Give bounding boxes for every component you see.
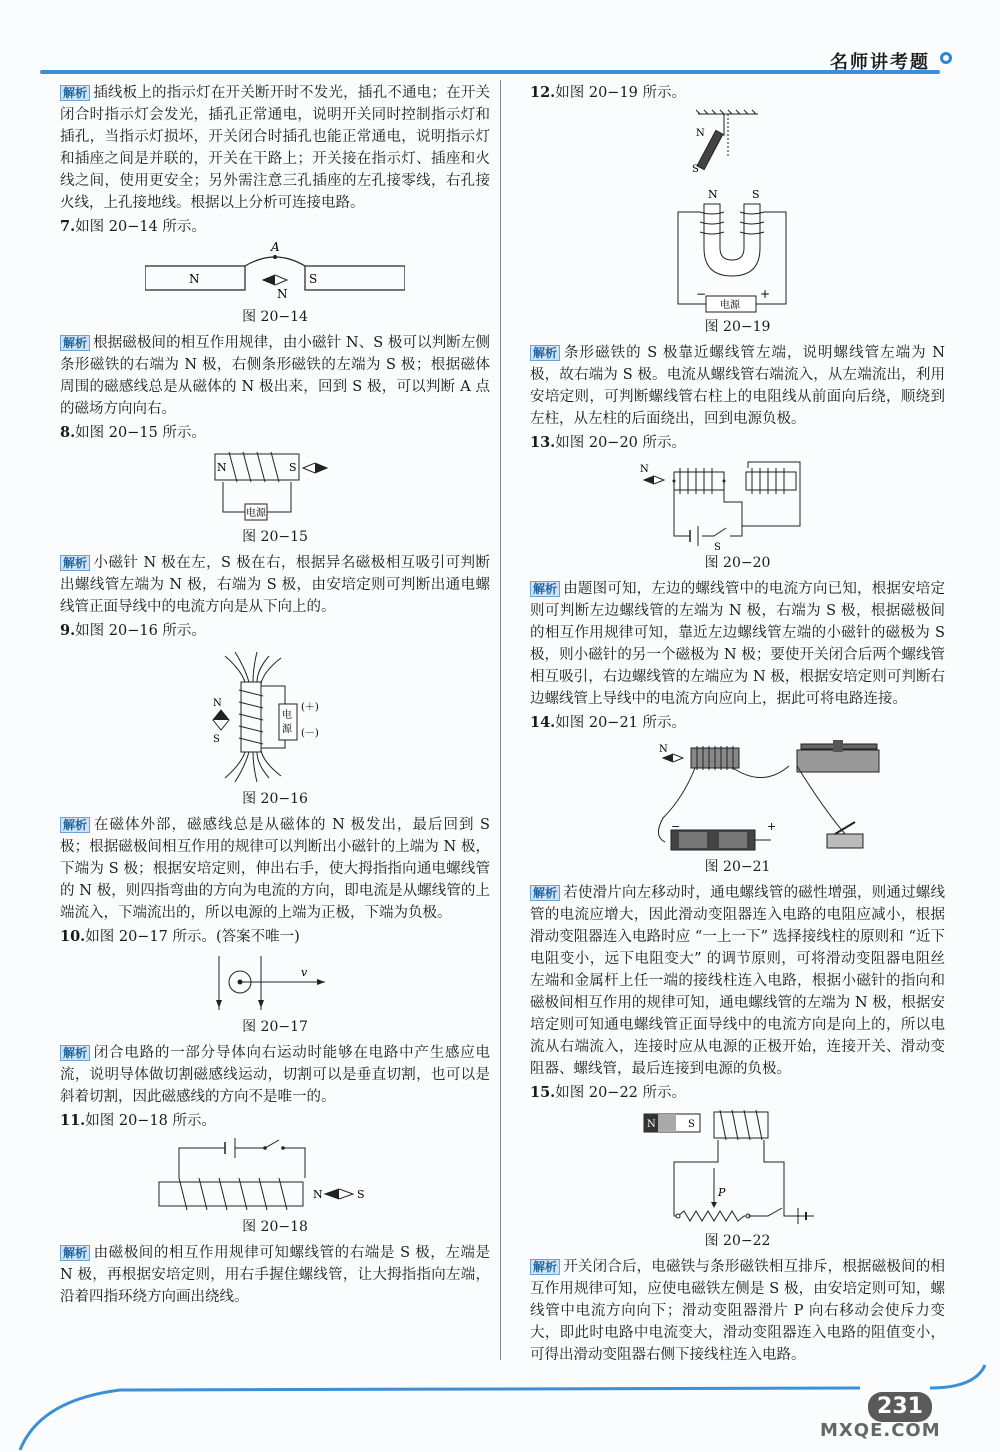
label-n-left: N: [189, 272, 200, 286]
svg-text:S: S: [691, 164, 699, 175]
svg-text:电源: 电源: [246, 508, 266, 519]
svg-text:N: N: [313, 1188, 323, 1201]
question-9: 9.如图 20−16 所示。: [60, 622, 206, 639]
svg-text:N: N: [658, 744, 668, 755]
svg-text:N: N: [217, 461, 227, 474]
svg-text:电: 电: [282, 710, 292, 721]
right-column: [530, 82, 945, 1368]
analysis-10: 解析 闭合电路的一部分导体向右运动时能够在电路中产生感应电流，说明导体做切割磁感线运动，切割可以是垂直切割，也可以是斜着切割，因此磁感线的方向不是唯一的。: [60, 1045, 490, 1105]
watermark-logo: MXQE.COM: [820, 1420, 941, 1441]
svg-text:N: N: [695, 128, 705, 139]
caption-20-21: 图 20−21: [704, 859, 771, 875]
svg-text:S: S: [713, 542, 721, 550]
column-divider: [500, 80, 501, 1360]
svg-text:N: N: [213, 698, 222, 709]
question-12: 12.如图 20−19 所示。: [530, 84, 687, 101]
figure-20-14: [60, 242, 490, 304]
question-10: 10.如图 20−17 所示。(答案不唯一): [60, 928, 300, 945]
figure-20-17: [60, 952, 490, 1014]
svg-text:−: −: [695, 287, 706, 301]
svg-text:N: N: [646, 1119, 656, 1130]
svg-text:P: P: [717, 1186, 725, 1199]
question-13: 13.如图 20−20 所示。: [530, 434, 687, 451]
page-number: 231: [868, 1392, 932, 1422]
figure-20-16-drawing: [195, 646, 355, 786]
label-s-right: S: [309, 272, 318, 286]
question-11: 11.如图 20−18 所示。: [60, 1112, 217, 1129]
label-a: A: [271, 242, 280, 254]
figure-20-18: [60, 1136, 490, 1214]
svg-text:+: +: [766, 820, 776, 833]
header-circle-icon: [940, 52, 952, 64]
svg-text:S: S: [289, 461, 297, 474]
svg-text:v: v: [301, 966, 308, 979]
svg-text:N: N: [707, 188, 718, 201]
svg-text:S: S: [213, 734, 220, 745]
svg-text:N: N: [639, 464, 649, 475]
figure-20-22-drawing: [638, 1108, 838, 1228]
left-column: [60, 82, 490, 1310]
figure-20-21: [530, 738, 945, 854]
intro-analysis: 解析 插线板上的指示灯在开关断开时不发光，插孔不通电；在开关闭合时指示灯会发光，插孔正常通电，说明开关同时控制指示灯和插孔，当指示灯损坏，开关闭合时插孔也能正常通电，说明指示灯和插座之间是并联的，开关在干路上；开关接在指示灯、插座和火线之间，使用更安全；另外需注意三孔插座的左孔接零线，右孔接火线，上孔接地线。根据以上分析可连接电路。: [60, 85, 490, 211]
header-rule: [40, 70, 940, 74]
analysis-tag: 解析: [60, 85, 90, 101]
figure-20-19-drawing: [668, 108, 808, 314]
caption-20-22: 图 20−22: [704, 1233, 771, 1249]
svg-text:S: S: [751, 188, 760, 201]
figure-20-19: [530, 108, 945, 314]
question-8: 8.如图 20−15 所示。: [60, 424, 206, 441]
analysis-14: 解析 若使滑片向左移动时，通电螺线管的磁性增强，则通过螺线管的电流应增大，因此滑动变阻器连入电路的电阻应减小，根据滑动变阻器连入电路时应 “一上一下” 选择接线柱的原则和 “近下电阻变小，远下电阻变大” 的调节原则，可将滑动变阻器电阻丝左端和金属杆上任一端的接线柱连入电路，根据小磁针的指向和磁极间相互作用的规律可知，通电螺线管的左端为 N 极，根据安培定则可知通电螺线管正面导线中的电流方向是向上的，所以电流从右端流入，连接时应从电源的正极开始，连接开关、滑动变阻器、螺线管，最后连接到电源的负极。: [530, 885, 945, 1077]
question-15: 15.如图 20−22 所示。: [530, 1084, 687, 1101]
analysis-9: 解析 在磁体外部，磁感线总是从磁体的 N 极发出，最后回到 S 极；根据磁极间相互作用的规律可以判断出小磁针的上端为 N 极，下端为 S 极；根据安培定则，伸出右手，使大拇指指向通电螺线管的 N 极，则四指弯曲的方向为电流的方向，即电流是从螺线管的上端流入，下端流出的，所以电源的上端为正极，下端为负极。: [60, 817, 490, 921]
svg-text:(－): (－): [301, 728, 319, 739]
running-header: 名师讲考题: [830, 52, 930, 73]
figure-20-22: [530, 1108, 945, 1228]
figure-20-14-drawing: [145, 242, 405, 304]
figure-20-15: [60, 448, 490, 524]
label-n-needle: N: [277, 287, 288, 301]
figure-20-15-drawing: [195, 448, 355, 524]
analysis-11: 解析 由磁极间的相互作用规律可知螺线管的右端是 S 极，左端是 N 极，再根据安培定则，用右手握住螺线管，让大拇指指向左端，沿着四指环绕方向画出绕线。: [60, 1245, 490, 1305]
analysis-8: 解析 小磁针 N 极在左，S 极在右，根据异名磁极相互吸引可判断出螺线管左端为 N 极，右端为 S 极，由安培定则可判断出通电螺线管正面导线中的电流方向是从下向上的。: [60, 555, 490, 615]
figure-20-17-drawing: [205, 952, 345, 1014]
analysis-12: 解析 条形磁铁的 S 极靠近螺线管左端，说明螺线管左端为 N 极，故右端为 S 极。电流从螺线管右端流入，从左端流出，利用安培定则，可判断螺线管右柱上的电阻线从前面向后绕，顺绕到左柱，从左柱的后面绕出，回到电源负极。: [530, 345, 945, 427]
analysis-13: 解析 由题图可知，左边的螺线管中的电流方向已知，根据安培定则可判断左边螺线管的左端为 N 极，右端为 S 极，根据磁极间的相互作用规律可知，靠近左边螺线管左端的小磁针的磁极为 S 极，则小磁针的另一个磁极为 N 极；要使开关闭合后两个螺线管相互吸引，右边螺线管的左端应为 N 极，根据安培定则可判断右边螺线管上导线中的电流方向应向上，据此可将电路连接。: [530, 581, 945, 707]
caption-20-16: 图 20−16: [242, 791, 308, 807]
analysis-7: 解析 根据磁极间的相互作用规律，由小磁针 N、S 极可以判断左侧条形磁铁的右端为 N 极，右侧条形磁铁的左端为 S 极；根据磁体周围的磁感线总是从磁体的 N 极出来，回到 S 极，可以判断 A 点的磁场方向向右。: [60, 335, 490, 417]
caption-20-17: 图 20−17: [242, 1019, 308, 1035]
svg-text:(＋): (＋): [301, 702, 319, 713]
svg-text:S: S: [357, 1188, 365, 1201]
svg-text:S: S: [687, 1119, 695, 1130]
figure-20-20: [530, 458, 945, 550]
svg-text:+: +: [759, 287, 770, 301]
caption-20-20: 图 20−20: [704, 555, 771, 571]
figure-20-18-drawing: [155, 1136, 395, 1214]
caption-20-14: 图 20−14: [242, 309, 308, 325]
analysis-15: 解析 开关闭合后，电磁铁与条形磁铁相互排斥，根据磁极间的相互作用规律可知，应使电磁铁左侧是 S 极，由安培定则可知，螺线管中电流方向向下；滑动变阻器滑片 P 向右移动会使斥力变大，即此时电路中电流变大，滑动变阻器连入电路的阻值变小，可得出滑动变阻器右侧下接线柱连入电路。: [530, 1259, 945, 1363]
question-7: 7.如图 20−14 所示。: [60, 218, 206, 235]
caption-20-18: 图 20−18: [242, 1219, 308, 1235]
svg-text:−: −: [670, 820, 680, 833]
svg-text:电源: 电源: [719, 300, 740, 311]
figure-20-16: [60, 646, 490, 786]
caption-20-19: 图 20−19: [704, 319, 771, 335]
caption-20-15: 图 20−15: [242, 529, 308, 545]
figure-20-20-drawing: [638, 458, 838, 550]
figure-20-21-drawing: [583, 738, 893, 854]
svg-text:源: 源: [282, 724, 292, 735]
question-14: 14.如图 20−21 所示。: [530, 714, 687, 731]
